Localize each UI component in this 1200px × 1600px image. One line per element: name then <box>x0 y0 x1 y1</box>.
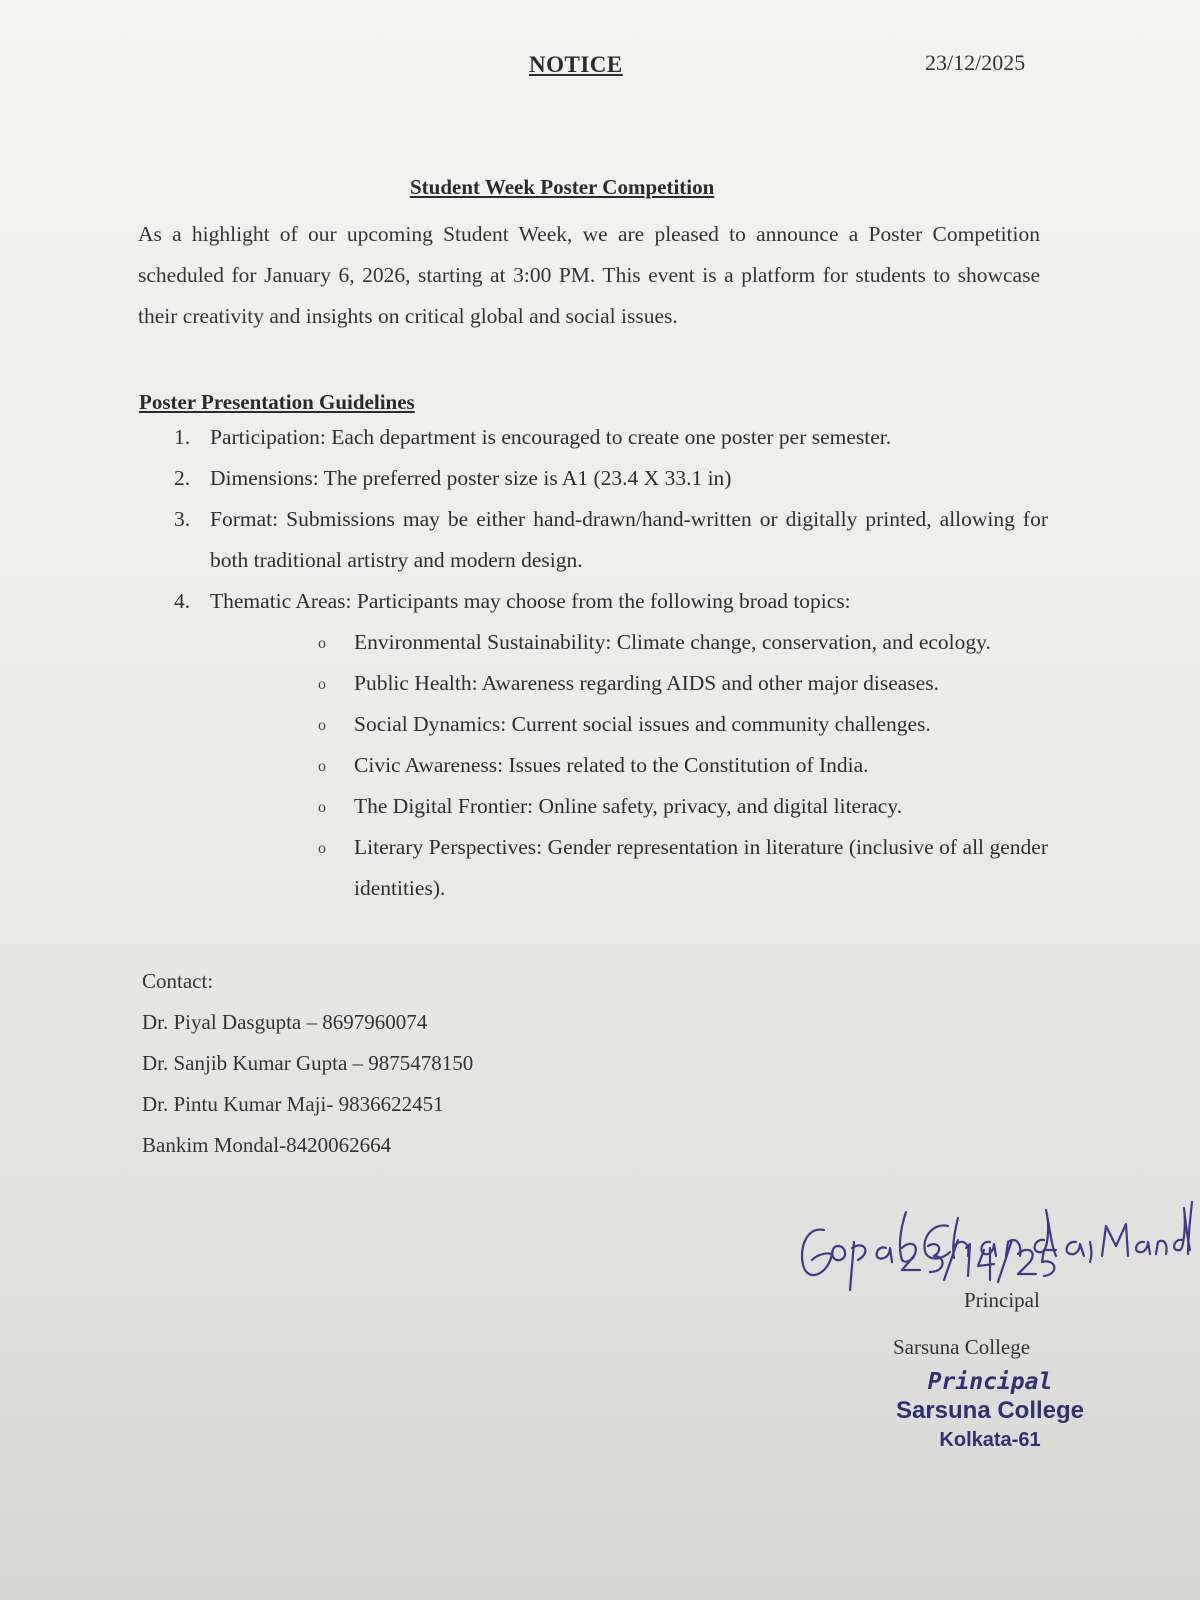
topic-text: Civic Awareness: Issues related to the Constitution of India. <box>354 753 869 777</box>
circle-bullet-icon: o <box>318 799 326 816</box>
guidelines-heading: Poster Presentation Guidelines <box>139 390 415 414</box>
guideline-text: Thematic Areas: Participants may choose from the following broad topics: <box>210 589 851 613</box>
stamp-title: Principal <box>927 1369 1053 1395</box>
guideline-item <box>138 581 1048 909</box>
circle-bullet-icon: o <box>318 717 326 734</box>
principal-signature <box>794 1190 1194 1300</box>
intro-paragraph: As a highlight of our upcoming Student Week, we are pleased to announce a Poster Competition scheduled for January 6, 2026, starting at 3:00 PM. This event is a platform for students to showcase their creativity and insights on critical global and social issues. <box>138 222 1040 328</box>
guideline-item <box>138 417 1048 458</box>
contact-label: Contact: <box>142 969 214 993</box>
circle-bullet-icon: o <box>318 758 326 775</box>
topic-item <box>210 704 1048 745</box>
notice-date: 23/12/2025 <box>925 50 1026 75</box>
topic-text: Social Dynamics: Current social issues and community challenges. <box>354 712 931 736</box>
guideline-number: 2. <box>174 466 191 490</box>
topic-item <box>210 827 1048 909</box>
contact-person: Bankim Mondal-8420062664 <box>142 1133 392 1157</box>
guidelines-list <box>138 417 1048 909</box>
guideline-number: 3. <box>174 507 191 531</box>
signatory-role: Principal <box>964 1288 1040 1312</box>
topic-text: Public Health: Awareness regarding AIDS and other major diseases. <box>354 671 939 695</box>
stamp-college: Sarsuna College <box>895 1397 1085 1424</box>
competition-title: Student Week Poster Competition <box>410 175 715 199</box>
notice-title: NOTICE <box>529 52 623 77</box>
guideline-number: 1. <box>174 425 191 449</box>
topic-item <box>210 622 1048 663</box>
topic-item <box>210 745 1048 786</box>
contact-person: Dr. Sanjib Kumar Gupta – 9875478150 <box>142 1051 474 1075</box>
guideline-text: Format: Submissions may be either hand-drawn/hand-written or digitally printed, allowing for both traditional artistry and modern design. <box>210 507 1048 572</box>
topic-text: The Digital Frontier: Online safety, privacy, and digital literacy. <box>354 794 903 818</box>
stamp-city: Kolkata-61 <box>939 1429 1041 1451</box>
topic-text: Literary Perspectives: Gender representation in literature (inclusive of all gender identities). <box>354 835 1048 900</box>
contact-person: Dr. Piyal Dasgupta – 8697960074 <box>142 1010 428 1034</box>
contact-block <box>142 961 473 1166</box>
guideline-text: Participation: Each department is encouraged to create one poster per semester. <box>210 425 892 449</box>
circle-bullet-icon: o <box>318 840 326 857</box>
topic-item <box>210 663 1048 704</box>
circle-bullet-icon: o <box>318 635 326 652</box>
guideline-number: 4. <box>174 589 191 613</box>
contact-person: Dr. Pintu Kumar Maji- 9836622451 <box>142 1092 444 1116</box>
thematic-topics-list <box>210 622 1048 909</box>
guideline-item <box>138 458 1048 499</box>
topic-text: Environmental Sustainability: Climate change, conservation, and ecology. <box>354 630 991 654</box>
topic-item <box>210 786 1048 827</box>
principal-stamp <box>880 1368 1100 1454</box>
circle-bullet-icon: o <box>318 676 326 693</box>
guideline-text: Dimensions: The preferred poster size is A1 (23.4 X 33.1 in) <box>210 466 732 490</box>
guideline-item <box>138 499 1048 581</box>
signatory-college: Sarsuna College <box>893 1335 1031 1359</box>
